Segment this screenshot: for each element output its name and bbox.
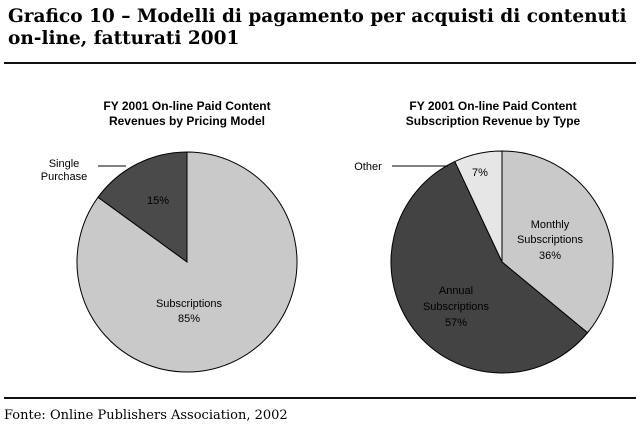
value-single-purchase: 15%	[146, 195, 170, 207]
label-other: Other	[354, 161, 382, 173]
bottom-divider	[4, 397, 636, 399]
value-subscriptions: 85%	[177, 313, 201, 325]
chart1-title-line2: Revenues by Pricing Model	[108, 114, 266, 128]
value-other: 7%	[472, 167, 488, 179]
label-annual-line1: Annual	[438, 285, 474, 297]
label-single-purchase-line2: Purchase	[40, 171, 88, 183]
label-monthly-line1: Monthly	[530, 219, 570, 231]
label-subscriptions: Subscriptions	[155, 298, 223, 310]
source-note: Fonte: Online Publishers Association, 2002	[4, 408, 288, 423]
label-single-purchase-line1: Single	[48, 158, 80, 170]
label-monthly-line2: Subscriptions	[516, 234, 584, 246]
chart1-title-line1: FY 2001 On-line Paid Content	[103, 99, 271, 113]
chart2-title-line1: FY 2001 On-line Paid Content	[409, 99, 577, 113]
chart1-pie	[77, 152, 297, 372]
chart2-title-line2: Subscription Revenue by Type	[405, 114, 581, 128]
chart-pricing-model	[41, 99, 297, 372]
value-annual: 57%	[444, 317, 468, 329]
chart-subscription-type	[354, 99, 613, 373]
label-annual-line2: Subscriptions	[422, 301, 490, 313]
value-monthly: 36%	[538, 250, 562, 262]
chart2-pie	[391, 151, 613, 373]
figure-heading: Grafico 10 – Modelli di pagamento per acquisti di contenuti on-line, fatturati 2001	[8, 6, 627, 49]
